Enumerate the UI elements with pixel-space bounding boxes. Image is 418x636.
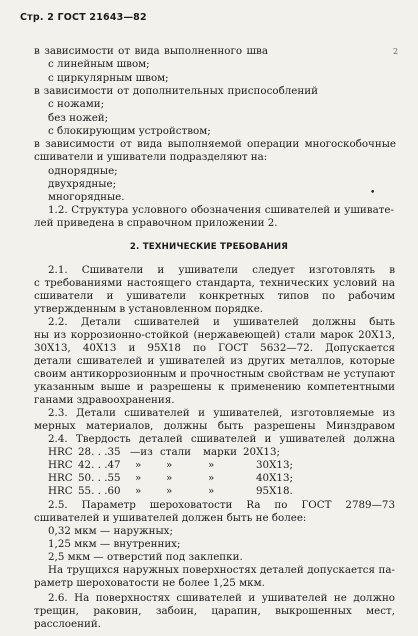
- hardness-ditto: »: [135, 472, 142, 484]
- text-line: 2,5 мкм — отверстий под заклепки.: [48, 551, 243, 563]
- hardness-scale: HRC: [48, 472, 73, 484]
- text-line: в зависимости от вида выполненного шва: [34, 45, 268, 57]
- text-line: сшивателей и ушивателей должен быть не более:: [34, 512, 307, 524]
- text-line: с циркулярным швом;: [48, 72, 169, 84]
- text-line: сшиватели и ушиватели конкретных типов по рабочим: [34, 290, 395, 302]
- text-line: сшиватели и ушиватели подразделяют на:: [34, 151, 268, 163]
- hardness-range: 55. . .60: [78, 485, 121, 497]
- hardness-ditto: »: [166, 459, 173, 471]
- text-line: 30Х13, 40Х13 и 95Х18 по ГОСТ 5632—72. Допускается: [34, 342, 395, 354]
- text-line: 0,32 мкм — наружных;: [48, 525, 173, 537]
- margin-mark: 2: [393, 47, 399, 56]
- section-title: 2. ТЕХНИЧЕСКИЕ ТРЕБОВАНИЯ: [129, 242, 289, 252]
- text-line: утвержденным в установленном порядке.: [34, 303, 264, 315]
- text-line: 2.6. На поверхностях сшивателей и ушивателей не должно: [48, 592, 395, 604]
- text-line: многорядные.: [48, 191, 125, 203]
- hardness-range: 50. . .55: [78, 472, 121, 484]
- hardness-grade: 40Х13;: [256, 472, 294, 484]
- hardness-scale: HRC: [48, 485, 73, 497]
- text-line: расслоений.: [34, 618, 101, 630]
- text-line: с ножами;: [48, 98, 105, 110]
- text-line: раметр шероховатости не более 1,25 мкм.: [34, 577, 265, 589]
- text-line: указанным выше и разрешены к применению компетентными: [34, 381, 395, 393]
- text-line: На трущихся наружных поверхностях деталей допускается па-: [48, 564, 395, 576]
- text-line: ны из коррозионно-стойкой (нержавеющей) стали марок 20Х13,: [34, 329, 395, 341]
- hardness-scale: HRC: [48, 459, 73, 471]
- text-line: 1.2. Структура условного обозначения сшивателей и ушивате-: [48, 204, 394, 216]
- text-line: в зависимости от дополнительных приспособлений: [34, 85, 318, 97]
- hardness-ditto: »: [208, 459, 215, 471]
- text-line: своим антикоррозионным и прочностным свойствам не уступают: [34, 368, 395, 380]
- text-line: трещин, раковин, забоин, царапин, выкрошенных мест,: [34, 605, 395, 617]
- text-line: 2.4. Твердость деталей сшивателей и ушивателей должна: [48, 433, 395, 445]
- hardness-word: марки: [203, 446, 238, 458]
- text-line: 2.5. Параметр шероховатости Ra по ГОСТ 2789—73: [48, 499, 395, 511]
- text-line: с блокирующим устройством;: [48, 125, 211, 137]
- hardness-grade: 95Х18.: [256, 485, 293, 497]
- hardness-word: стали: [160, 446, 192, 458]
- hardness-scale: HRC: [48, 446, 73, 458]
- hardness-ditto: »: [208, 472, 215, 484]
- text-line: 1,25 мкм — внутренних;: [48, 538, 181, 550]
- margin-tick: •: [370, 188, 376, 198]
- hardness-range: 42. . .47: [78, 459, 121, 471]
- text-line: двухрядные;: [48, 178, 117, 190]
- text-line: ганами здравоохранения.: [34, 394, 175, 406]
- hardness-ditto: »: [166, 485, 173, 497]
- text-line: мерных материалов, должны быть разрешены Минздравом: [34, 420, 395, 432]
- text-line: детали сшивателей и ушивателей из других металлов, которые: [34, 355, 395, 367]
- hardness-ditto: »: [208, 485, 215, 497]
- text-line: 2.1. Сшиватели и ушиватели следует изготовлять в: [48, 264, 395, 276]
- text-line: 2.3. Детали сшивателей и ушивателей, изготовляемые из: [48, 407, 395, 419]
- text-line: без ножей;: [48, 112, 109, 124]
- hardness-range: 28. . .35: [78, 446, 121, 458]
- text-line: однорядные;: [48, 165, 118, 177]
- text-line: с требованиями настоящего стандарта, технических условий на: [34, 277, 395, 289]
- hardness-ditto: »: [135, 485, 142, 497]
- text-line: в зависимости от вида выполняемой операции многоскобочные: [34, 138, 396, 150]
- text-line: с линейным швом;: [48, 58, 150, 70]
- text-line: лей приведена в справочном приложении 2.: [34, 217, 278, 229]
- hardness-ditto: »: [166, 472, 173, 484]
- page-header: Стр. 2 ГОСТ 21643—82: [20, 12, 147, 23]
- text-line: 2.2. Детали сшивателей и ушивателей должны быть: [48, 316, 395, 328]
- hardness-grade: 30Х13;: [256, 459, 294, 471]
- hardness-grade: 20Х13;: [243, 446, 281, 458]
- hardness-dash: —из: [130, 446, 153, 458]
- hardness-ditto: »: [135, 459, 142, 471]
